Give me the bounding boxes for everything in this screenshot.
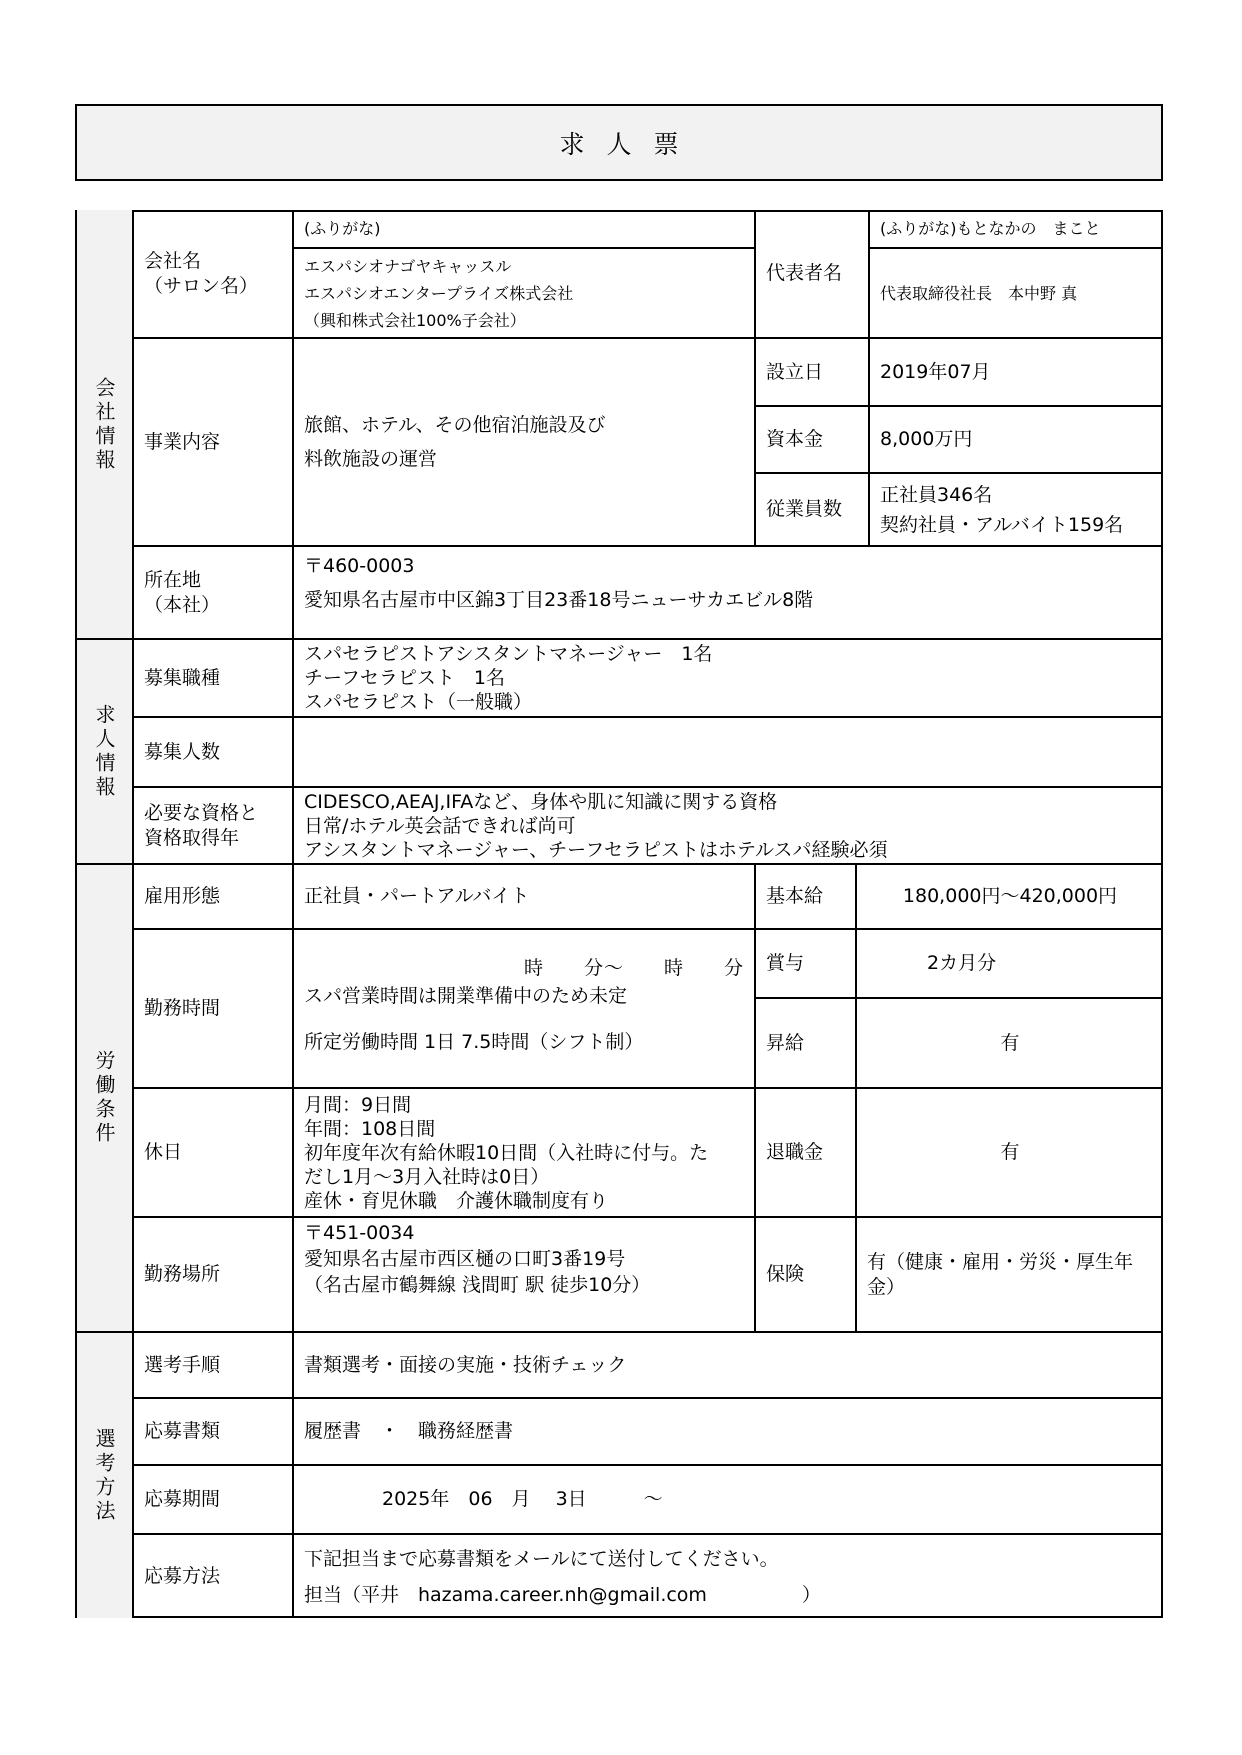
rep-furigana: (ふりがな)もとなかの まこと	[868, 210, 1163, 247]
holiday-line: 産休・育児休職 介護休職制度有り	[304, 1189, 609, 1212]
qualification-label: 必要な資格と 資格取得年	[132, 786, 292, 863]
method-value	[292, 1533, 1163, 1618]
workplace-label: 勤務場所	[132, 1216, 292, 1331]
holiday-line: 月間：9日間	[304, 1093, 412, 1116]
process-label: 選考手順	[132, 1331, 292, 1397]
company-name-line: エスパシオナゴヤキャッスル	[304, 256, 512, 276]
form-title: 求人票	[559, 129, 701, 159]
company-name-line: （興和株式会社100%子会社）	[304, 310, 526, 330]
count-value	[292, 716, 1163, 786]
job-posting-table	[75, 210, 1163, 1618]
capital-label: 資本金	[754, 405, 868, 472]
company-furigana: (ふりがな)	[292, 210, 754, 247]
section-job-label: 求人情報	[92, 703, 116, 800]
process-value: 書類選考・面接の実施・技術チェック	[292, 1331, 1163, 1397]
insurance-line: 有（健康・雇用・労災・厚生年	[867, 1250, 1134, 1273]
documents-value: 履歴書 ・ 職務経歴書	[292, 1397, 1163, 1464]
insurance-line: 金）	[867, 1275, 906, 1298]
insurance-label: 保険	[754, 1216, 855, 1331]
business-line: 旅館、ホテル、その他宿泊施設及び	[304, 414, 606, 436]
salary-value: 180,000円～420,000円	[855, 863, 1163, 928]
position-value	[292, 638, 1163, 716]
capital-value: 8,000万円	[868, 405, 1163, 472]
employment-value: 正社員・パートアルバイト	[292, 863, 754, 928]
established-value: 2019年07月	[868, 337, 1163, 405]
raise-label: 昇給	[754, 997, 855, 1087]
position-line: スパセラピスト（一般職）	[304, 691, 533, 713]
qualification-line: CIDESCO,AEAJ,IFAなど、身体や肌に知識に関する資格	[304, 790, 778, 813]
position-label: 募集職種	[132, 638, 292, 716]
workplace-line: 〒451-0034	[304, 1222, 415, 1244]
insurance-value	[855, 1216, 1163, 1331]
raise-value: 有	[855, 997, 1163, 1087]
method-line: 下記担当まで応募書類をメールにて送付してください。	[304, 1547, 779, 1570]
retirement-label: 退職金	[754, 1087, 855, 1216]
section-company	[77, 210, 132, 639]
bonus-value: 2カ月分	[855, 928, 1163, 997]
retirement-value: 有	[855, 1087, 1163, 1216]
qualification-line: アシスタントマネージャー、チーフセラピストはホテルスパ経験必須	[304, 838, 888, 861]
employees-label: 従業員数	[754, 472, 868, 545]
period-label: 応募期間	[132, 1464, 292, 1533]
employees-value	[868, 472, 1163, 545]
section-labor-label: 労働条件	[92, 1050, 116, 1146]
bonus-label: 賞与	[754, 928, 855, 997]
address-line: 〒460-0003	[304, 555, 415, 577]
position-line: スパセラピストアシスタントマネージャー 1名	[304, 643, 713, 665]
qualification-line: 日常/ホテル英会話できれば尚可	[304, 814, 576, 837]
documents-label: 応募書類	[132, 1397, 292, 1464]
holiday-line: 初年度年次有給休暇10日間（入社時に付与。た	[304, 1141, 709, 1164]
established-label: 設立日	[754, 337, 868, 405]
hours-time: 時 分～ 時 分	[523, 957, 744, 979]
hours-line	[304, 1010, 744, 1028]
workplace-line: 愛知県名古屋市西区樋の口町3番19号	[304, 1248, 626, 1270]
section-job	[77, 638, 132, 863]
holiday-value	[292, 1087, 754, 1216]
workplace-line: （名古屋市鶴舞線 浅間町 駅 徒歩10分）	[304, 1274, 651, 1296]
business-line: 料飲施設の運営	[304, 448, 438, 470]
hours-value	[292, 928, 754, 1087]
business-label: 事業内容	[132, 337, 292, 545]
form-title-box	[75, 104, 1163, 181]
section-selection	[77, 1331, 132, 1618]
business-content	[292, 337, 754, 545]
salary-label: 基本給	[754, 863, 855, 928]
holiday-line: だし1月～3月入社時は0日）	[304, 1165, 550, 1188]
hours-label: 勤務時間	[132, 928, 292, 1087]
employees-line: 契約社員・アルバイト159名	[880, 513, 1124, 536]
method-line: 担当（平井 hazama.career.nh@gmail.com ）	[304, 1583, 821, 1606]
rep-name: 代表取締役社長 本中野 真	[868, 247, 1163, 337]
rep-label: 代表者名	[754, 210, 868, 337]
holiday-line: 年間：108日間	[304, 1117, 436, 1140]
address-label: 所在地 （本社）	[132, 545, 292, 638]
qualification-value	[292, 786, 1163, 863]
section-labor	[77, 863, 132, 1331]
address-value	[292, 545, 1163, 638]
address-line: 愛知県名古屋市中区錦3丁目23番18号ニューサカエビル8階	[304, 589, 814, 611]
company-name	[292, 247, 754, 337]
employment-label: 雇用形態	[132, 863, 292, 928]
section-selection-label: 選考方法	[92, 1427, 116, 1524]
company-name-line: エスパシオエンタープライズ株式会社	[304, 283, 574, 303]
count-label: 募集人数	[132, 716, 292, 786]
method-label: 応募方法	[132, 1533, 292, 1618]
holiday-label: 休日	[132, 1087, 292, 1216]
hours-line: 所定労働時間 1日 7.5時間（シフト制）	[304, 1031, 644, 1053]
company-name-label: 会社名 （サロン名）	[132, 210, 292, 337]
workplace-value	[292, 1216, 754, 1331]
period-value: 2025年 06 月 3日 ～	[292, 1464, 1163, 1533]
section-company-label: 会社情報	[92, 376, 116, 473]
hours-line: スパ営業時間は開業準備中のため未定	[304, 985, 628, 1007]
position-line: チーフセラピスト 1名	[304, 667, 505, 689]
employees-line: 正社員346名	[880, 483, 993, 506]
